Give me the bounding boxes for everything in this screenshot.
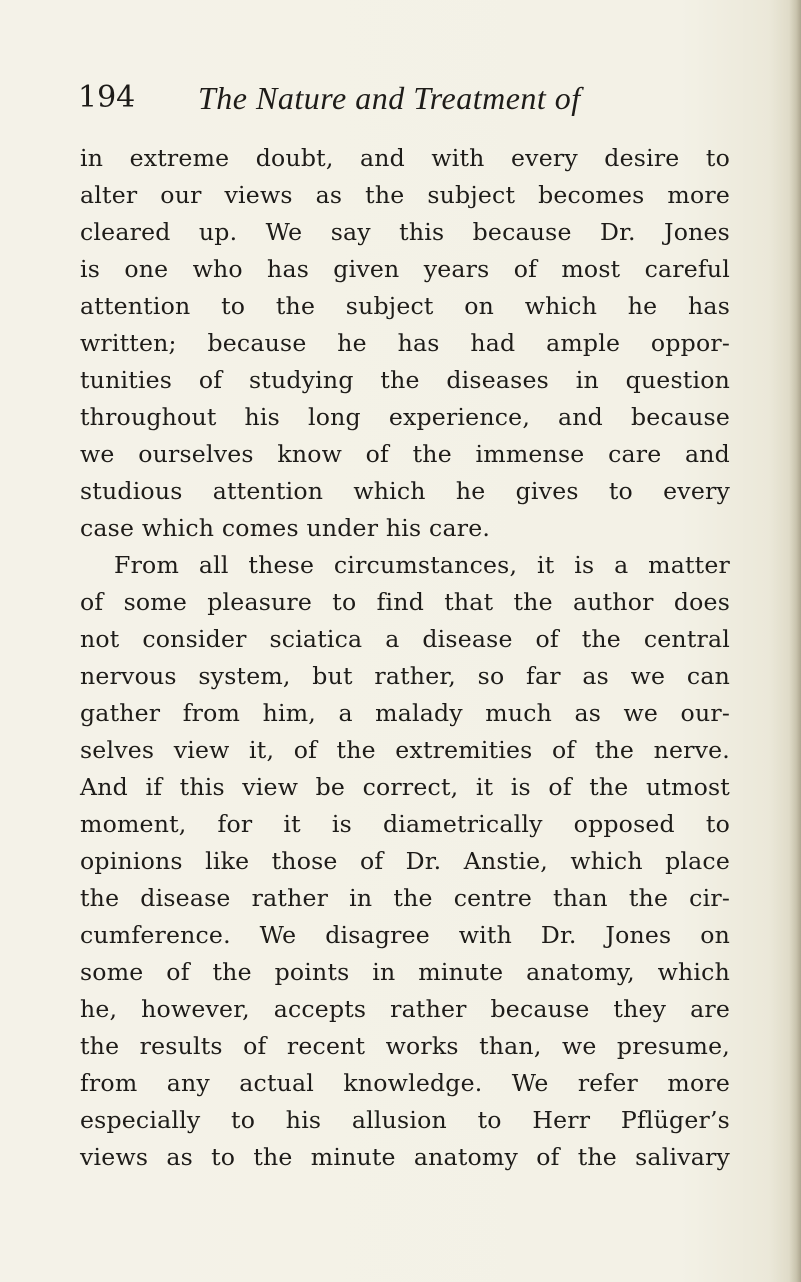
running-head — [78, 78, 778, 118]
text-line: tunities of studying the diseases in question — [80, 366, 730, 394]
page-number: 194 — [78, 80, 136, 115]
text-line: some of the points in minute anatomy, which — [80, 958, 730, 986]
text-line: he, however, accepts rather because they are — [80, 995, 730, 1023]
text-line: in extreme doubt, and with every desire to — [80, 144, 730, 172]
text-line: views as to the minute anatomy of the salivary — [80, 1143, 730, 1171]
text-line: written; because he has had ample oppor- — [80, 329, 730, 357]
page-edge-shadow — [789, 0, 801, 1282]
text-line: nervous system, but rather, so far as we can — [80, 662, 730, 690]
text-line: attention to the subject on which he has — [80, 292, 730, 320]
text-line: And if this view be correct, it is of the utmost — [80, 773, 730, 801]
text-line: From all these circumstances, it is a matter — [114, 551, 730, 579]
text-line: case which comes under his care. — [80, 514, 491, 542]
text-line: studious attention which he gives to every — [80, 477, 730, 505]
text-line: the results of recent works than, we presume, — [80, 1032, 730, 1060]
running-title: The Nature and Treatment of — [198, 80, 581, 116]
text-line: especially to his allusion to Herr Pflüger’s — [80, 1106, 730, 1134]
text-line: we ourselves know of the immense care and — [80, 440, 730, 468]
text-line: cumference. We disagree with Dr. Jones on — [80, 921, 730, 949]
body-text — [80, 140, 730, 1176]
text-line: of some pleasure to find that the author does — [80, 588, 730, 616]
text-line: gather from him, a malady much as we our- — [80, 699, 730, 727]
text-line: is one who has given years of most careful — [80, 255, 730, 283]
text-line: opinions like those of Dr. Anstie, which place — [80, 847, 730, 875]
text-line: throughout his long experience, and because — [80, 403, 730, 431]
text-line: alter our views as the subject becomes more — [80, 181, 730, 209]
text-line: moment, for it is diametrically opposed to — [80, 810, 730, 838]
text-line: selves view it, of the extremities of the nerve. — [80, 736, 730, 764]
text-line: the disease rather in the centre than the cir- — [80, 884, 730, 912]
text-line: not consider sciatica a disease of the central — [80, 625, 730, 653]
text-line: from any actual knowledge. We refer more — [80, 1069, 730, 1097]
text-line: cleared up. We say this because Dr. Jones — [80, 218, 730, 246]
